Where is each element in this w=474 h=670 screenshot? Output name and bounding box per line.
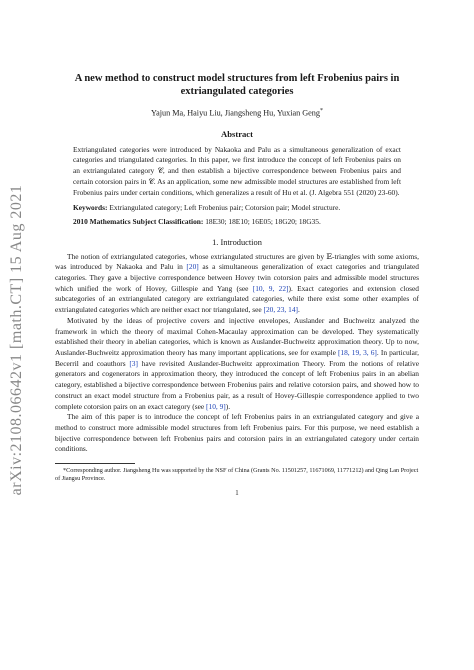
arxiv-identifier: arXiv:2108.06642v1 [math.CT] 15 Aug 2021 bbox=[8, 184, 25, 496]
msc-classification bbox=[73, 217, 401, 228]
paragraph-text: Motivated by the ideas of projective covers and injective envelopes, Auslander and Buchweitz analyzed the framework in which the theory of maximal Cohen-Macaulay approximation can be developed. They systematically established their theory in abelian categories, which is known as Auslander-Buchweitz approximation theory. Up to now, Auslander-Buchweitz approximation theory has many important applications, see for example bbox=[55, 315, 419, 357]
corresponding-author-mark: * bbox=[319, 108, 323, 114]
authors-text: Yajun Ma, Haiyu Liu, Jiangsheng Hu, Yuxian Geng bbox=[151, 108, 320, 118]
intro-paragraph-2 bbox=[55, 316, 419, 412]
paragraph-text: ). bbox=[225, 401, 231, 411]
paragraph-text: The notion of extriangulated categories, whose extriangulated structures are given by 𝔼-triangles with some axioms, was introduced by Nakaoka and Palu in bbox=[55, 251, 419, 272]
paper-page bbox=[55, 72, 419, 497]
citation-link[interactable]: [20] bbox=[186, 262, 199, 272]
paper-title: A new method to construct model structures from left Frobenius pairs in extriangulated categories bbox=[74, 73, 400, 97]
citation-link[interactable]: [10, 9, 22] bbox=[252, 283, 289, 293]
citation-link[interactable]: [3] bbox=[129, 358, 138, 368]
footnote: *Corresponding author. Jiangsheng Hu was supported by the NSF of China (Grants No. 11501257, 11671069, 11771212) and Qing Lan Project of Jiangsu Province. bbox=[55, 467, 419, 483]
keywords-label: Keywords: bbox=[73, 203, 108, 213]
paragraph-text: . In particular, Becerril and coauthors bbox=[55, 347, 419, 368]
author-list bbox=[55, 108, 419, 118]
paragraph-text: ). Exact categories and extension closed subcategories of an extriangulated category are extriangulated categories, while there exist some other examples of extriangulated categories which are neither exact nor triangulated, see bbox=[55, 283, 419, 315]
section-heading-introduction: 1. Introduction bbox=[212, 237, 262, 247]
abstract-heading: Abstract bbox=[221, 128, 253, 139]
intro-paragraph-3 bbox=[55, 412, 419, 455]
citation-link[interactable]: [18, 19, 3, 6] bbox=[337, 347, 377, 357]
keywords bbox=[73, 203, 401, 214]
paragraph-text: . bbox=[297, 305, 300, 315]
arxiv-sidebar bbox=[4, 150, 30, 530]
paragraph-text: The aim of this paper is to introduce the concept of left Frobenius pairs in an extriangulated category and give a method to construct more admissible model structures from left Frobenius pairs. For this purpose, we need establish a bijective correspondence between left Frobenius pairs and cotorsion pairs in an extriangulated category under certain conditions. bbox=[55, 412, 419, 454]
intro-paragraph-1 bbox=[55, 252, 419, 316]
page-number: 1 bbox=[235, 489, 239, 497]
citation-link[interactable]: [20, 23, 14] bbox=[263, 305, 298, 315]
msc-label: 2010 Mathematics Subject Classification: bbox=[73, 216, 204, 226]
paragraph-text: as a simultaneous generalization of exact categories and triangulated categories. They gave a bijective correspondence between Hovey twin cotorsion pairs and admissible model structures which unified the work of Hovey, Gillespie and Yang (see bbox=[55, 262, 419, 293]
paragraph-text: have revisited Auslander-Buchweitz approximation Theory. From the notions of relative generators and cogenerators in approximation theory, they introduced the concept of left Frobenius pairs in an abelian category, established a bijective correspondence between Frobenius pairs and relative cotorsion pairs, and showed how to construct an exact model structure from a Frobenius pair, as a result of Hovey-Gillespie correspondence applied to two complete cotorsion pairs on an exact category (see bbox=[55, 358, 420, 411]
citation-link[interactable]: [10, 9] bbox=[206, 401, 226, 411]
keywords-text: Extriangulated category; Left Frobenius pair; Cotorsion pair; Model structure. bbox=[109, 203, 341, 213]
abstract-text: Extriangulated categories were introduced by Nakaoka and Palu as a simultaneous generalization of exact categories and triangulated categories. In this paper, we first introduce the concept of left Frobenius pairs on an extriangulated category 𝒞, and then establish a bijective correspondence between Frobenius pairs and certain cotorsion pairs in 𝒞. As an application, some new admissible model structures are established from left Frobenius pairs under certain conditions, which generalizes a result of Hu et al. (J. Algebra 551 (2020) 23-60). bbox=[73, 144, 401, 197]
msc-text: 18E30; 18E10; 16E05; 18G20; 18G35. bbox=[205, 216, 321, 226]
footnote-rule bbox=[55, 463, 135, 464]
